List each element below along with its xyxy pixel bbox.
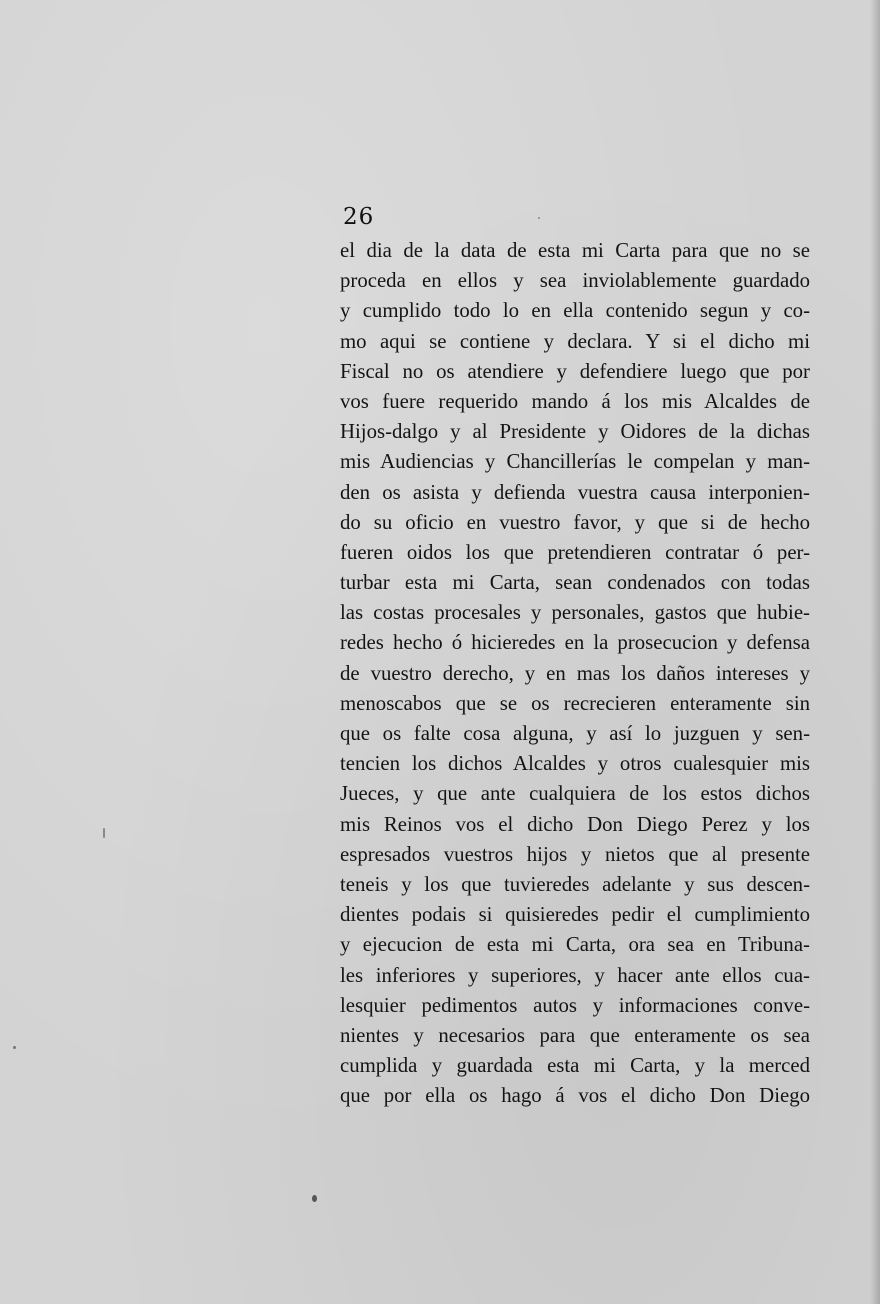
text-line: el dia de la data de esta mi Carta para que no se [340, 239, 810, 262]
text-line: espresados vuestros hijos y nietos que al presente [340, 842, 810, 866]
page-edge-shadow [870, 0, 880, 1304]
text-line: mis Audiencias y Chancillerías le compelan y man- [340, 450, 810, 474]
text-line: que por ella os hago á vos el dicho Don Diego [340, 1084, 810, 1108]
text-line: dientes podais si quisieredes pedir el cumplimiento [340, 903, 810, 927]
text-line: menoscabos que se os recrecieren enteramente sin [340, 691, 810, 715]
text-line: redes hecho ó hicieredes en la prosecucion y defensa [340, 631, 810, 655]
text-line: lesquier pedimentos autos y informaciones conve- [340, 993, 810, 1017]
text-line: cumplida y guardada esta mi Carta, y la merced [340, 1054, 810, 1078]
ink-speck [538, 217, 540, 219]
text-line: y ejecucion de esta mi Carta, ora sea en Tribuna- [340, 933, 810, 957]
text-line: que os falte cosa alguna, y así lo juzguen y sen- [340, 722, 810, 745]
text-line: mis Reinos vos el dicho Don Diego Perez y los [340, 812, 810, 836]
text-line: fueren oidos los que pretendieren contratar ó per- [340, 540, 810, 564]
text-line: den os asista y defienda vuestra causa interponien- [340, 480, 810, 504]
text-line: tencien los dichos Alcaldes y otros cualesquier mis [340, 752, 810, 776]
text-line: Fiscal no os atendiere y defendiere luego que por [340, 359, 810, 383]
text-line: turbar esta mi Carta, sean condenados con todas [340, 571, 810, 595]
text-line: do su oficio en vuestro favor, y que si de hecho [340, 510, 810, 534]
text-line: Hijos-dalgo y al Presidente y Oidores de la dichas [340, 420, 810, 444]
text-line: de vuestro derecho, y en mas los daños intereses y [340, 661, 810, 685]
page-number: 26 [343, 204, 375, 230]
text-line: proceda en ellos y sea inviolablemente guardado [340, 269, 810, 293]
text-line: vos fuere requerido mando á los mis Alcaldes de [340, 389, 810, 413]
text-line: y cumplido todo lo en ella contenido segun y co- [340, 299, 810, 323]
ink-speck [13, 1046, 16, 1049]
ink-speck [103, 828, 105, 838]
body-text [340, 236, 810, 1111]
text-line: nientes y necesarios para que enteramente os sea [340, 1023, 810, 1047]
text-line: las costas procesales y personales, gastos que hubie- [340, 601, 810, 625]
text-line: les inferiores y superiores, y hacer ante ellos cua- [340, 963, 810, 987]
ink-speck [312, 1195, 317, 1202]
text-line: mo aqui se contiene y declara. Y si el dicho mi [340, 329, 810, 353]
text-line: Jueces, y que ante cualquiera de los estos dichos [340, 782, 810, 806]
text-line: teneis y los que tuvieredes adelante y sus descen- [340, 872, 810, 896]
